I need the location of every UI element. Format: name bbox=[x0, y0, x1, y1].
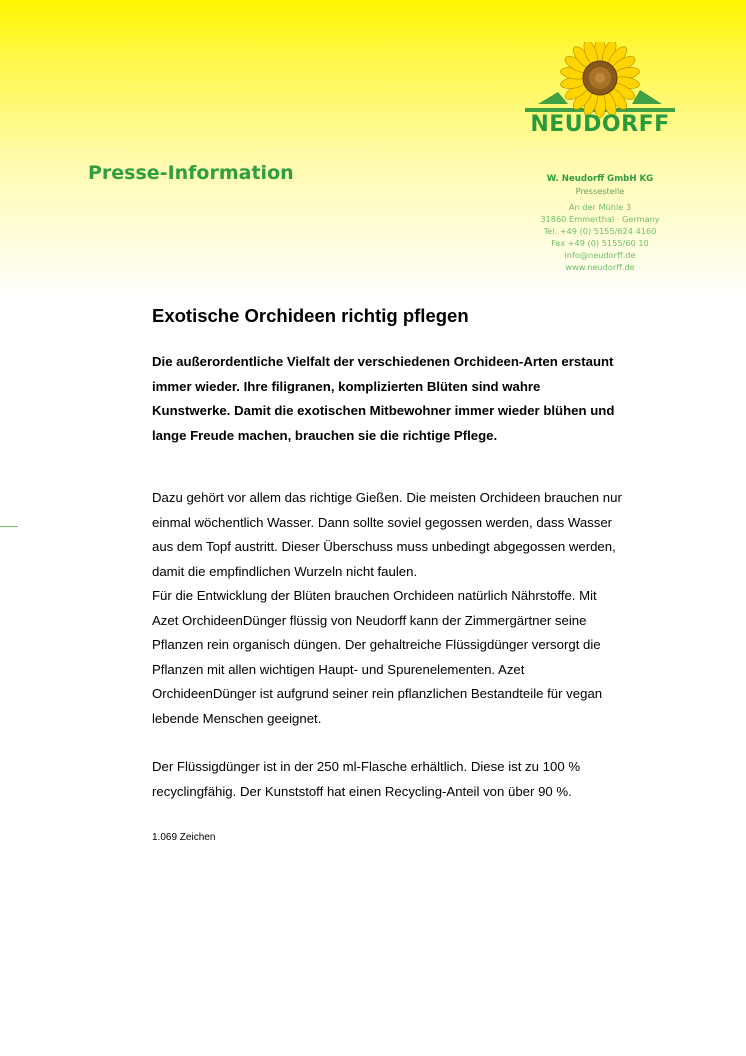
street: An der Mühle 3 bbox=[568, 202, 632, 212]
website-link[interactable]: www.neudorff.de bbox=[565, 262, 635, 272]
email-link[interactable]: info@neudorff.de bbox=[564, 250, 636, 260]
article-paragraph: Der Flüssigdünger ist in der 250 ml-Flasche erhältlich. Diese ist zu 100 % recyclingfähig. Der Kunststoff hat einen Recycling-Anteil von über 90 %. bbox=[152, 759, 581, 799]
article-title: Exotische Orchideen richtig pflegen bbox=[152, 305, 469, 326]
city: 31860 Emmerthal · Germany bbox=[540, 214, 660, 224]
fold-mark bbox=[0, 526, 18, 527]
article-paragraph: Für die Entwicklung der Blüten brauchen Orchideen natürlich Nährstoffe. Mit Azet OrchideenDünger flüssig von Neudorff kann der Zimmergärtner seine Pflanzen rein organisch düngen. Der gehaltreiche Flüssigdünger versorgt die Pflanzen mit allen wichtigen Haupt- und Spurenelementen. Azet OrchideenDünger ist aufgrund seiner rein pflanzlichen Bestandteile für vegan lebende Menschen geeignet. bbox=[152, 588, 603, 726]
contact-block bbox=[526, 173, 674, 273]
brand-name: NEUDORFF bbox=[530, 112, 670, 137]
article-paragraph: Dazu gehört vor allem das richtige Gießen. Die meisten Orchideen brauchen nur einmal wöchentlich Wasser. Dann sollte soviel gegossen werden, dass Wasser aus dem Topf austritt. Dieser Überschuss muss unbedingt abgegossen werden, damit die empfindlichen Wurzeln nicht faulen. bbox=[152, 490, 622, 579]
article bbox=[152, 302, 622, 843]
section-title: Presse-Information bbox=[88, 162, 294, 184]
fax: Fax +49 (0) 5155/60 10 bbox=[551, 238, 649, 248]
department: Pressestelle bbox=[575, 186, 625, 196]
company-name: W. Neudorff GmbH KG bbox=[546, 174, 654, 184]
character-count: 1.069 Zeichen bbox=[152, 832, 216, 843]
phone: Tel. +49 (0) 5155/624 4160 bbox=[543, 226, 657, 236]
article-lead: Die außerordentliche Vielfalt der verschiedenen Orchideen-Arten erstaunt immer wieder. Ihre filigranen, komplizierten Blüten sind wahre Kunstwerke. Damit die exotischen Mitbewohner immer wieder blühen und lange Freude machen, brauchen sie die richtige Pflege. bbox=[152, 354, 615, 443]
